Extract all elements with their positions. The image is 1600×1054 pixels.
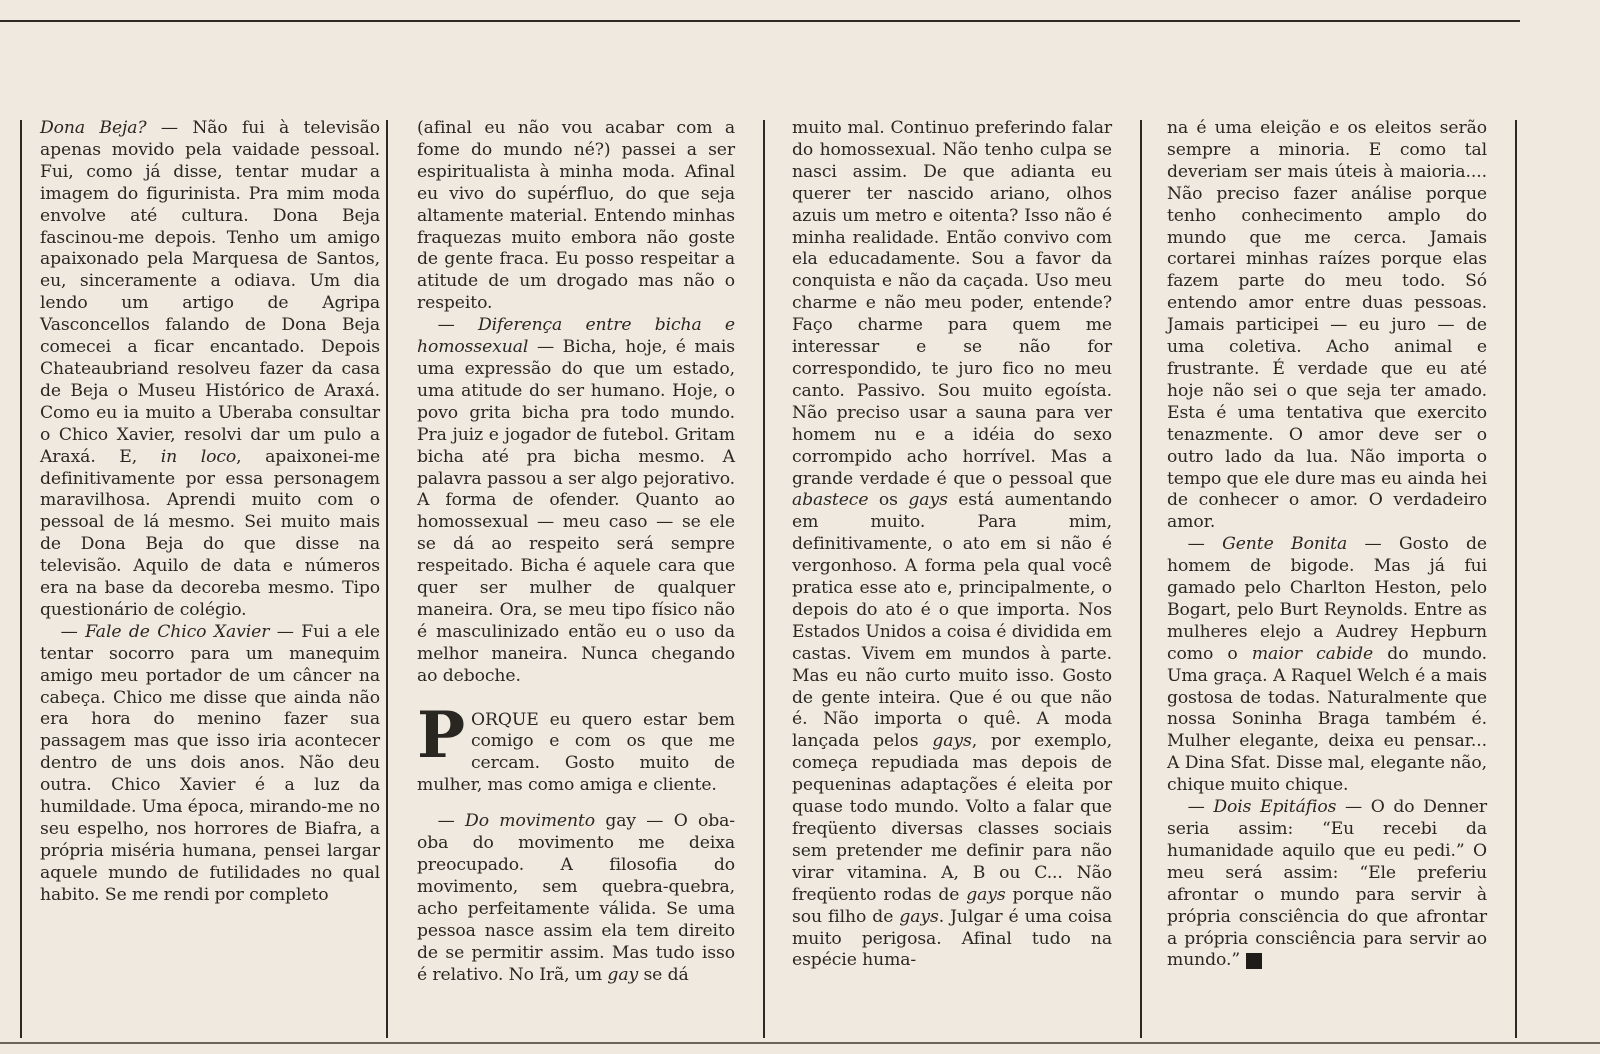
- article-column-1: [40, 118, 380, 907]
- column-divider: [763, 120, 765, 1038]
- paragraph: — Diferença entre bicha e homossexual — Bicha, hoje, é mais uma expressão do que um estado, uma atitude do ser humano. Hoje, o povo grita bicha pra todo mundo. Pra juiz e jogador de futebol. Gritam bicha até pra bicha mesmo. A palavra passou a ser algo pejorativo. A forma de ofender. Quanto ao homossexual — meu caso — se ele se dá ao respeito será sempre respeitado. Bicha é aquele cara que quer ser mulher de qualquer maneira. Ora, se meu tipo físico não é masculinizado então eu o uso da melhor maneira. Nunca chegando ao deboche.: [417, 315, 735, 686]
- article-column-4: [1167, 118, 1487, 972]
- article-column-2: [417, 118, 735, 986]
- italic-run: abastece: [792, 490, 869, 511]
- column-divider: [386, 120, 388, 1038]
- italic-run: gays: [899, 906, 939, 927]
- end-mark-icon: [1246, 953, 1262, 969]
- italic-run: Gente Bonita: [1222, 534, 1348, 555]
- italic-run: Fale de Chico Xavier: [85, 621, 270, 642]
- italic-run: maior cabide: [1251, 643, 1374, 664]
- top-rule: [0, 20, 1520, 22]
- paragraph: na é uma eleição e os eleitos serão sempre a minoria. E como tal deveriam ser mais úteis à maioria.... Não preciso fazer análise porque tenho conhecimento amplo do mundo que me cerca. Jamais cortarei minhas raízes porque elas fazem parte do meu todo. Só entendo amor entre duas pessoas. Jamais participei — eu juro — de uma coletiva. Acho animal e frustrante. É verdade que eu até hoje não sei o que seja ter amado. Esta é uma tentativa que exercito tenazmente. O amor deve ser o outro lado da lua. Não importa o tempo que ele dure mas eu ainda hei de conhecer o amor. O verdadeiro amor.: [1167, 118, 1487, 533]
- paragraph: muito mal. Continuo preferindo falar do homossexual. Não tenho culpa se nasci assim. De que adianta eu querer ter nascido ariano, olhos azuis um metro e oitenta? Isso não é minha realidade. Então convivo com ela educadamente. Sou a favor da conquista e não da caçada. Uso meu charme e não meu poder, entende? Faço charme para quem me interessar e se não for correspondido, te juro fico no meu canto. Passivo. Sou muito egoísta. Não preciso usar a sauna para ver homem nu e a idéia do sexo corrompido acho horrível. Mas a grande verdade é que o pessoal que abastece os gays está aumentando em muito. Para mim, definitivamente, o ato em si não é vergonhoso. A forma pela qual você pratica esse ato e, principalmente, o depois do ato é o que importa. Nos Estados Unidos a coisa é dividida em castas. Vivem em mundos à parte. Mas eu não curto muito isso. Gosto de gente inteira. Que é ou que não é. Não importa o quê. A moda lançada pelos gays, por exemplo, começa repudiada mas depois de pequeninas adaptações é eleita por quase todo mundo. Volto a falar que freqüento diversas classes sociais sem pretender me definir para não virar vitamina. A, B ou C... Não freqüento rodas de gays porque não sou filho de gays. Julgar é uma coisa muito perigosa. Afinal tudo na espécie huma-: [792, 118, 1112, 971]
- paragraph: — Do movimento gay — O oba-oba do movimento me deixa preocupado. A filosofia do movimento, sem quebra-quebra, acho perfeitamente válida. Se uma pessoa nasce assim ela tem direito de se permitir assim. Mas tudo isso é relativo. No Irã, um gay se dá: [417, 811, 735, 985]
- italic-run: gays: [908, 490, 948, 511]
- drop-cap: P: [417, 697, 466, 773]
- column-divider: [20, 120, 22, 1038]
- article-column-3: [792, 118, 1112, 972]
- italic-run: Do movimento: [465, 811, 596, 832]
- section-lead-paragraph: [417, 697, 735, 798]
- italic-run: gays: [966, 884, 1006, 905]
- italic-run: Dona Beja?: [40, 118, 147, 138]
- column-divider: [1515, 120, 1517, 1038]
- paragraph: (afinal eu não vou acabar com a fome do mundo né?) passei a ser espiritualista à minha moda. Afinal eu vivo do supérfluo, do que seja altamente material. Entendo minhas fraquezas muito embora não goste de gente fraca. Eu posso respeitar a atitude de um drogado mas não o respeito.: [417, 118, 735, 314]
- paragraph: — Gente Bonita — Gosto de homem de bigode. Mas já fui gamado pelo Charlton Heston, pelo Bogart, pelo Burt Reynolds. Entre as mulheres elejo a Audrey Hepburn como o maior cabide do mundo. Uma graça. A Raquel Welch é a mais gostosa de todas. Naturalmente que nossa Soninha Braga também é. Mulher elegante, deixa eu pensar... A Dina Sfat. Disse mal, elegante não, chique muito chique.: [1167, 534, 1488, 796]
- italic-run: in loco: [160, 446, 237, 467]
- paragraph: ORQUE eu quero estar bem comigo e com os que me cercam. Gosto muito de mulher, mas como amiga e cliente.: [417, 709, 735, 796]
- column-divider: [1140, 120, 1142, 1038]
- italic-run: gays: [932, 731, 972, 752]
- paragraph: — Dois Epitáfios — O do Denner seria assim: “Eu recebi da humanidade aquilo que eu pedi.” O meu será assim: “Ele preferiu afrontar o mundo para servir à própria consciência do que afrontar a própria consciência para servir ao mundo.”: [1167, 797, 1488, 971]
- italic-run: Diferença entre bicha e homossexual: [417, 315, 735, 358]
- bottom-rule: [0, 1042, 1600, 1044]
- italic-run: gay: [607, 964, 639, 985]
- paragraph: Dona Beja? — Não fui à televisão apenas movido pela vaidade pessoal. Fui, como já disse, tentar mudar a imagem do figurinista. Pra mim moda envolve até cultura. Dona Beja fascinou-me depois. Tenho um amigo apaixonado pela Marquesa de Santos, eu, sinceramente a odiava. Um dia lendo um artigo de Agripa Vasconcellos falando de Dona Beja comecei a ficar encantado. Depois Chateaubriand resolveu fazer da casa de Beja o Museu Histórico de Araxá. Como eu ia muito a Uberaba consultar o Chico Xavier, resolvi dar um pulo a Araxá. E, in loco, apaixonei-me definitivamente por essa personagem maravilhosa. Aprendi muito com o pessoal de lá mesmo. Sei muito mais de Dona Beja do que disse na televisão. Aquilo de data e números era na base da decoreba mesmo. Tipo questionário de colégio.: [40, 118, 381, 620]
- italic-run: Dois Epitáfios: [1213, 797, 1337, 818]
- paragraph: — Fale de Chico Xavier — Fui a ele tentar socorro para um manequim amigo meu portador de um câncer na cabeça. Chico me disse que ainda não era hora do menino fazer sua passagem mas que isso iria acontecer dentro de uns dois anos. Não deu outra. Chico Xavier é a luz da humildade. Uma época, mirando-me no seu espelho, nos horrores de Biafra, a própria miséria humana, pensei largar aquele mundo de futilidades no qual habito. Se me rendi por completo: [40, 621, 381, 905]
